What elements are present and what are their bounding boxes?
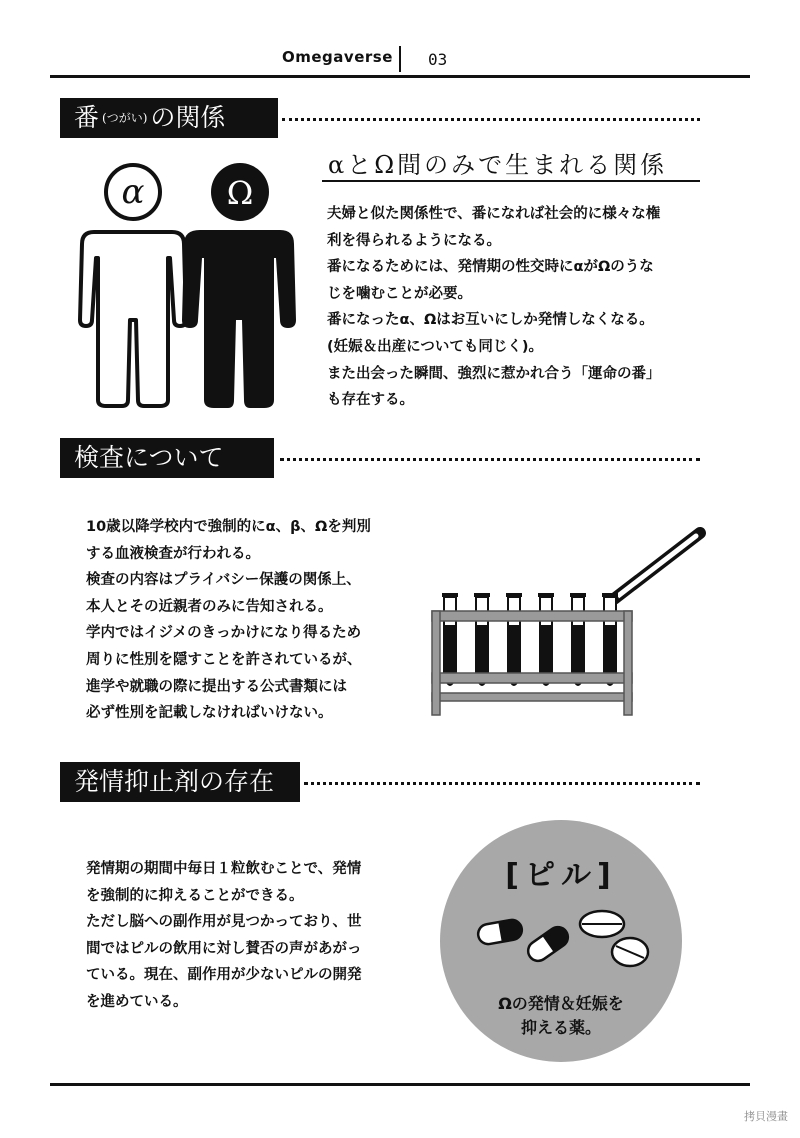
text-line: 番になったα、Ωはお互いにしか発情しなくなる。 (327, 312, 654, 329)
tablet-icon (612, 938, 648, 966)
text-line: (妊娠＆出産についても同じく)。 (327, 338, 543, 355)
text-line: ただし脳への副作用が見つかっており、世 (86, 914, 362, 931)
text-line: 10歳以降学校内で強制的にα、β、Ωを判別 (86, 519, 371, 535)
bond-subheading: αとΩ間のみで生まれる関係 (328, 151, 668, 179)
alpha-label: α (121, 172, 145, 212)
header-rule (50, 75, 750, 78)
test-tube-rack-icon (428, 525, 710, 721)
rack-frame-icon (432, 611, 632, 715)
text-line: を強制的に抑えることができる。 (86, 887, 304, 904)
series-title: Omegaverse (282, 48, 393, 66)
testing-description (86, 514, 371, 727)
footer-rule (50, 1083, 750, 1086)
section-heading-bond-title: 番 (74, 103, 100, 132)
text-line: 必ず性別を記載しなければいけない。 (86, 705, 333, 722)
pill-caption (440, 992, 682, 1040)
section-dotted-leader (304, 782, 700, 785)
omega-label: Ω (226, 174, 254, 212)
text-line: する血液検査が行われる。 (86, 545, 260, 562)
text-line: 発情期の期間中毎日１粒飲むことで、発情 (86, 861, 362, 877)
text-line: じを噛むことが必要。 (327, 285, 472, 302)
suppressant-description (86, 856, 362, 1016)
alpha-person-icon (80, 165, 186, 406)
text-line: 学内ではイジメのきっかけになり得るため (86, 625, 362, 642)
text-line: 利を得られるようになる。 (327, 232, 501, 249)
section-dotted-leader (282, 118, 700, 121)
text-line: も存在する。 (327, 392, 414, 409)
text-line: 本人とその近親者のみに告知される。 (86, 598, 333, 615)
section-heading-testing: 検査について (60, 438, 274, 478)
section-heading-bond (60, 98, 278, 138)
text-line: ている。現在、副作用が少ないピルの開発 (86, 967, 362, 984)
section-dotted-leader (280, 458, 700, 461)
capsule-icon (524, 923, 572, 965)
page-number: 03 (428, 50, 448, 69)
omega-person-icon (182, 163, 296, 408)
pill-title: [ピル] (505, 858, 617, 893)
subheading-underline (322, 180, 700, 182)
text-line: 進学や就職の際に提出する公式書類には (86, 678, 347, 695)
section-heading-suppressant: 発情抑止剤の存在 (60, 762, 300, 802)
header-separator (399, 46, 401, 72)
pill-info-circle (440, 820, 682, 1062)
text-line: 周りに性別を隠すことを許されているが、 (86, 651, 362, 668)
watermark: 拷貝漫畫 (744, 1110, 788, 1123)
text-line: また出会った瞬間、強烈に惹かれ合う「運命の番」 (327, 365, 661, 382)
section-heading-bond-rest: の関係 (150, 103, 226, 132)
text-line: 番になるためには、発情期の性交時にαがΩのうな (327, 259, 654, 276)
pills-icon (470, 902, 652, 974)
text-line: 間ではピルの飲用に対し賛否の声があがっ (86, 940, 362, 957)
alpha-omega-figure-icon (74, 160, 306, 410)
capsule-icon (477, 918, 524, 945)
text-line: 夫婦と似た関係性で、番になれば社会的に様々な権 (327, 206, 661, 222)
text-line: 検査の内容はプライバシー保護の関係上、 (86, 572, 361, 589)
pill-caption-line: Ωの発情＆妊娠を (498, 994, 624, 1013)
test-tubes-icon (442, 593, 618, 685)
tablet-icon (580, 911, 624, 937)
section-heading-bond-ruby: (つがい) (102, 111, 148, 125)
pill-caption-line: 抑える薬。 (520, 1018, 601, 1037)
text-line: を進めている。 (86, 993, 188, 1010)
bond-description (327, 201, 661, 414)
pipette-icon (604, 533, 700, 611)
